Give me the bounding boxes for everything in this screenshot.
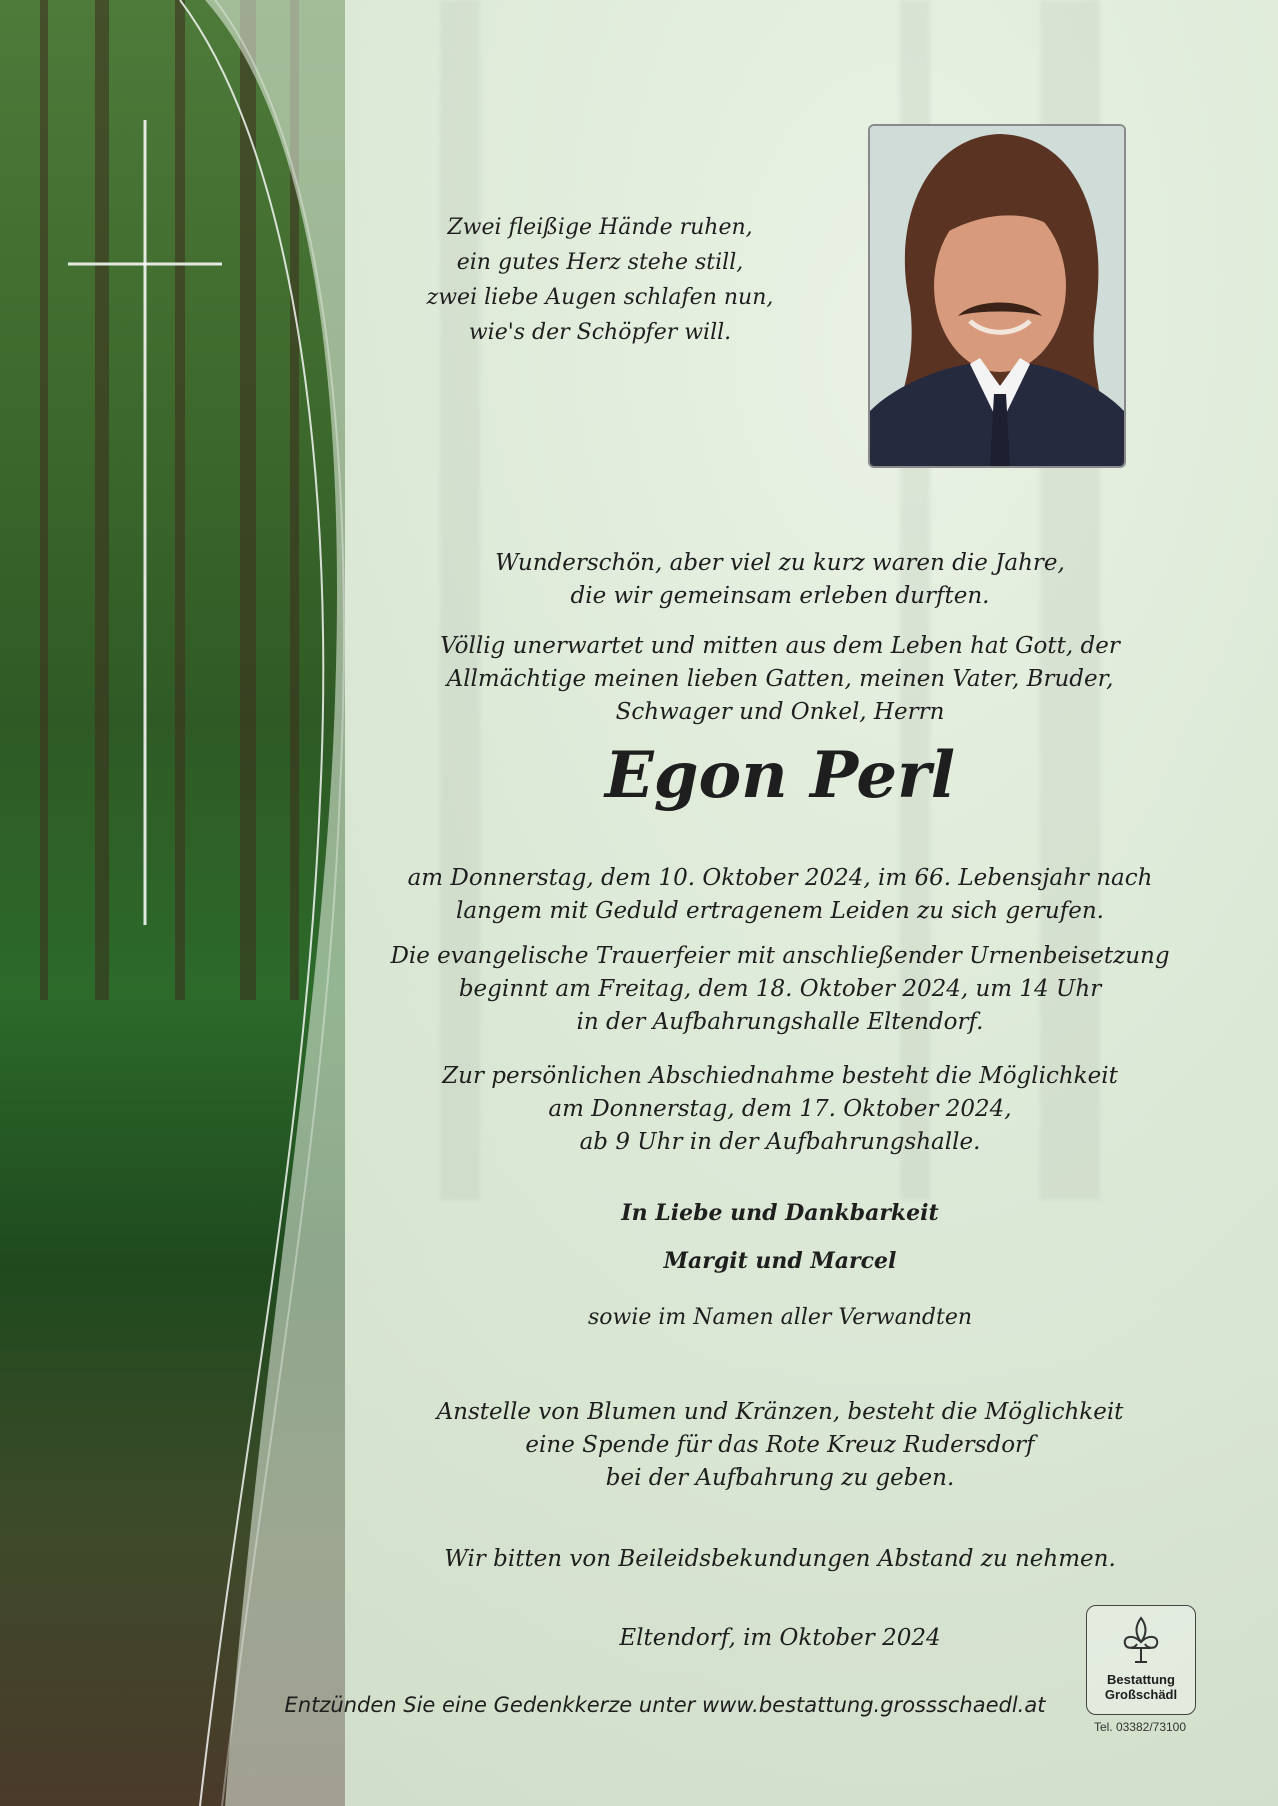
donation-text [390, 1396, 1170, 1495]
deceased-name: Egon Perl [604, 738, 956, 813]
text-line: beginnt am Freitag, dem 18. Oktober 2024, um 14 Uhr [458, 976, 1102, 1002]
logo-line: Bestattung [1107, 1672, 1175, 1687]
text-line: Zur persönlichen Abschiednahme besteht die Möglichkeit [442, 1063, 1118, 1089]
text-line: Die evangelische Trauerfeier mit anschließender Urnenbeisetzung [390, 943, 1170, 969]
text-line: in der Aufbahrungshalle Eltendorf. [576, 1009, 984, 1035]
funeral-home-logo [1086, 1605, 1196, 1715]
cross-icon [68, 120, 222, 925]
text-line: Allmächtige meinen lieben Gatten, meinen Vater, Bruder, [446, 666, 1114, 692]
ceremony-text [390, 940, 1170, 1039]
poem-line: zwei liebe Augen schlafen nun, [426, 285, 774, 310]
text-line: ab 9 Uhr in der Aufbahrungshalle. [579, 1129, 981, 1155]
fleur-de-lis-icon [1121, 1616, 1161, 1666]
text-line: Anstelle von Blumen und Kränzen, besteht die Möglichkeit [436, 1399, 1124, 1425]
text-line: Wunderschön, aber viel zu kurz waren die Jahre, [495, 550, 1065, 576]
relatives-line: sowie im Namen aller Verwandten [587, 1305, 973, 1330]
text-line: langem mit Geduld ertragenem Leiden zu sich gerufen. [456, 898, 1104, 924]
poem [360, 210, 840, 350]
text-line: Schwager und Onkel, Herrn [615, 699, 945, 725]
announcement-text [390, 630, 1170, 729]
poem-line: Zwei fleißige Hände ruhen, [447, 215, 753, 240]
portrait-photo [868, 124, 1126, 468]
phone-number: Tel. 03382/73100 [1093, 1720, 1187, 1734]
text-line: eine Spende für das Rote Kreuz Rudersdorf [525, 1432, 1035, 1458]
text-line: bei der Aufbahrung zu geben. [605, 1465, 955, 1491]
text-line: die wir gemeinsam erleben durften. [570, 583, 990, 609]
logo-line: Großschädl [1104, 1687, 1178, 1702]
text-line: Völlig unerwartet und mitten aus dem Leben hat Gott, der [440, 633, 1120, 659]
memorial-candle-link[interactable]: Entzünden Sie eine Gedenkkerze unter www.bestattung.grossschaedl.at [284, 1693, 1046, 1717]
text-line: am Donnerstag, dem 17. Oktober 2024, [548, 1096, 1012, 1122]
condolence-request: Wir bitten von Beileidsbekundungen Abstand zu nehmen. [444, 1546, 1116, 1572]
death-text [390, 862, 1170, 928]
poem-line: ein gutes Herz stehe still, [456, 250, 744, 275]
place-date: Eltendorf, im Oktober 2024 [619, 1625, 941, 1651]
poem-line: wie's der Schöpfer will. [468, 320, 732, 345]
mourners-names: Margit und Marcel [663, 1248, 897, 1274]
intro-text [390, 547, 1170, 613]
gratitude-line: In Liebe und Dankbarkeit [621, 1200, 939, 1226]
farewell-text [390, 1060, 1170, 1159]
text-line: am Donnerstag, dem 10. Oktober 2024, im 66. Lebensjahr nach [407, 865, 1153, 891]
